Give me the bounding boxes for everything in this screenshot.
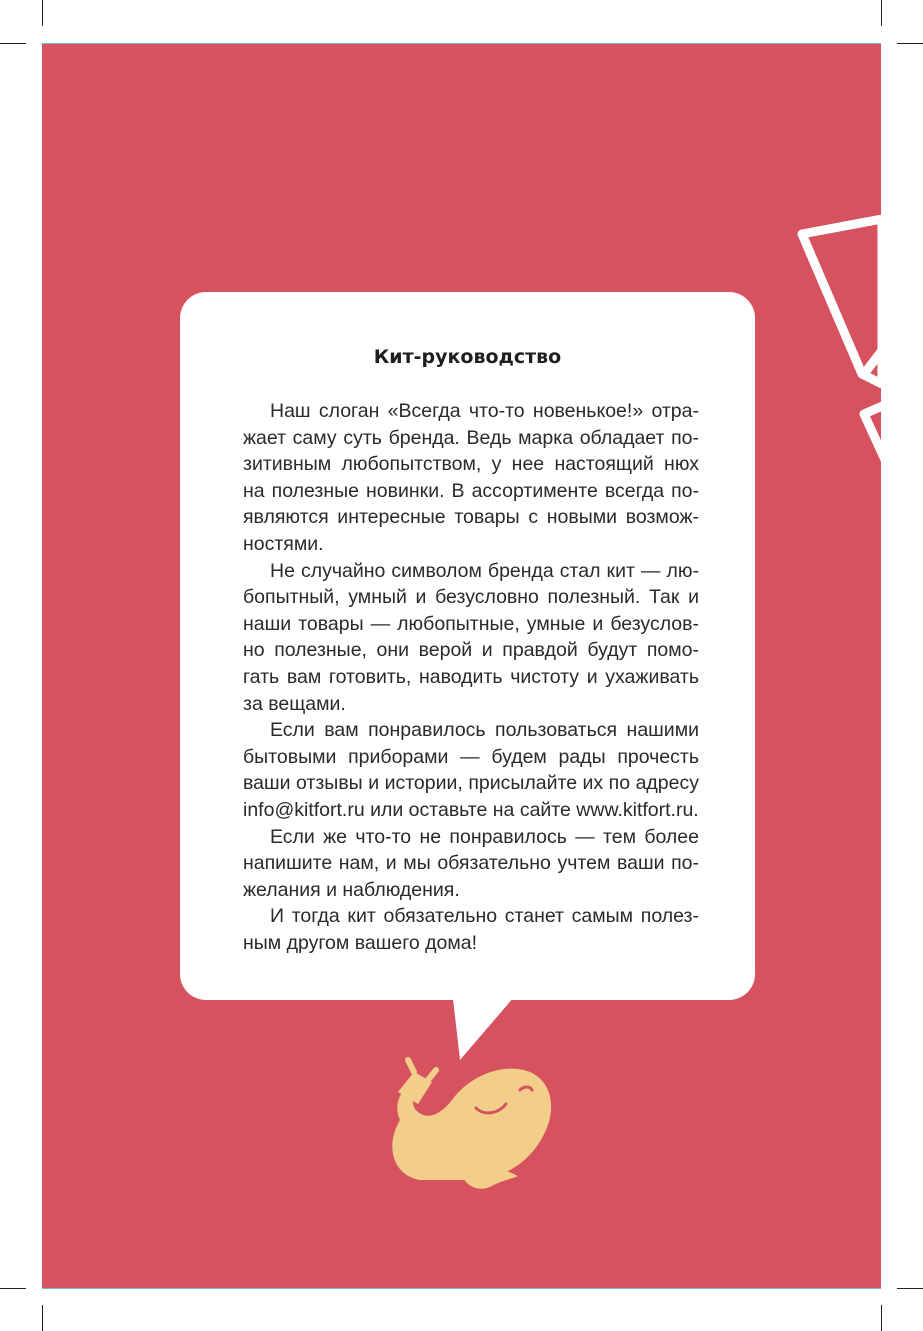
paragraph-3: Если вам понравилось пользоваться нашими бытовыми приборами — будем рады прочесть ваши отзывы и истории, присылайте их по адресу info@kitfort.ru или оставьте на сайте www.kitfort.ru. xyxy=(243,719,699,821)
paragraph-2: Не случайно символом бренда стал кит — любопытный, умный и безусловно полезный. Так и наши товары — любопытные, умные и безусловно полезные, они верой и правдой будут помогать вам готовить, наводить чистоту и ухаживать за вещами. xyxy=(243,559,699,715)
paragraph-4: Если же что-то не понравилось — тем более напишите нам, и мы обязательно учтем ваши пожелания и наблюдения. xyxy=(243,825,699,901)
paragraph-1: Наш слоган «Всегда что-то новенькое!» отражает саму суть бренда. Ведь марка обладает позитивным любопытством, у нее настоящий нюх на полезные новинки. В ассортименте всегда появляются интересные товары с новыми возможностями. xyxy=(243,400,699,555)
card-title: Кит-руководство xyxy=(373,346,562,368)
paragraph-5: И тогда кит обязательно станет самым полезным другом вашего дома! xyxy=(243,905,699,954)
